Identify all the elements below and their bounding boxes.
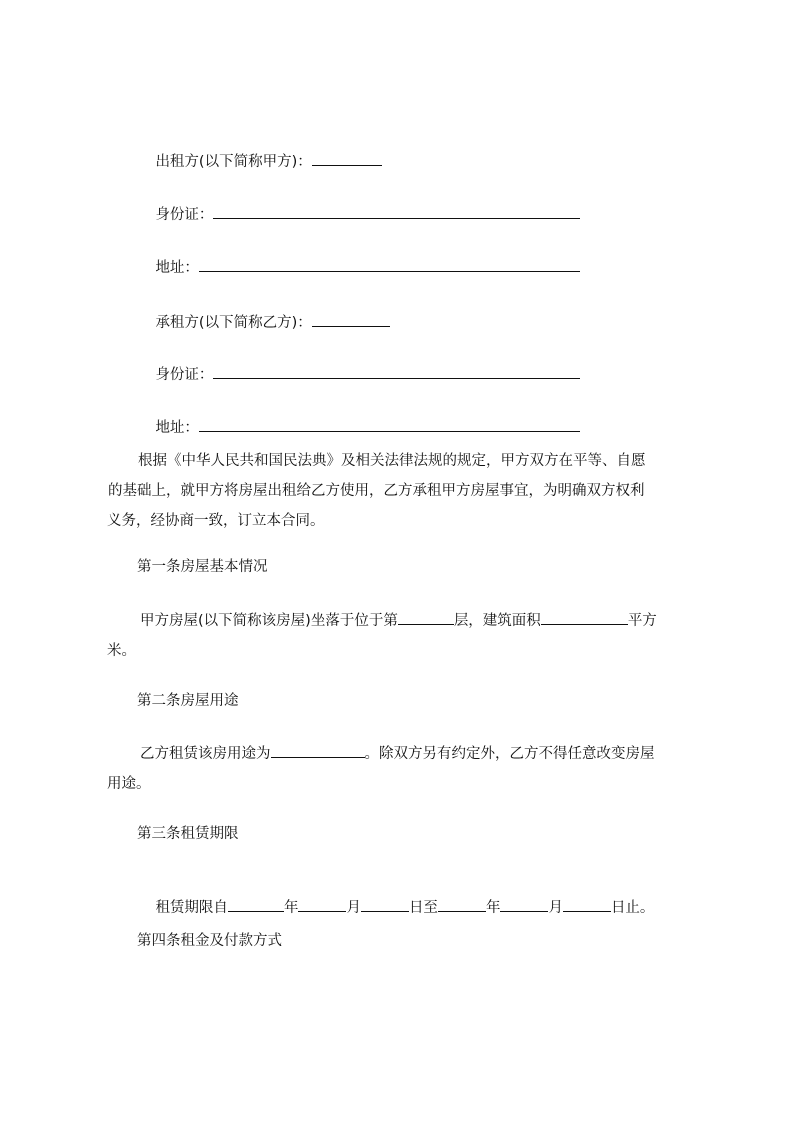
lessor-label: 出租方(以下简称甲方)：	[155, 154, 312, 170]
area-blank[interactable]	[541, 610, 628, 625]
lessor-address-blank[interactable]	[199, 257, 580, 272]
article1-text-d: 米。	[107, 643, 136, 659]
lessor-address-line	[137, 237, 580, 298]
article2-paragraph	[107, 739, 703, 799]
lessee-id-line	[137, 344, 580, 405]
end-month-blank[interactable]	[500, 897, 548, 912]
lessor-id-blank[interactable]	[213, 204, 580, 219]
article3-month-1: 月	[346, 900, 361, 916]
article2-line-1	[107, 739, 703, 769]
preamble-paragraph	[107, 446, 703, 536]
article1-title: 第一条房屋基本情况	[137, 559, 268, 575]
article2-text-b: 。除双方另有约定外，乙方不得任意改变房屋	[364, 746, 655, 762]
lessee-id-blank[interactable]	[213, 364, 580, 379]
article1-text-b: 层，建筑面积	[453, 613, 541, 629]
lessee-id-label: 身份证：	[155, 367, 214, 383]
usage-blank[interactable]	[271, 743, 365, 758]
preamble-line-2: 的基础上，就甲方将房屋出租给乙方使用，乙方承租甲方房屋事宜，为明确双方权利	[108, 483, 645, 499]
end-year-blank[interactable]	[438, 897, 486, 912]
article3-month-2: 月	[548, 900, 563, 916]
lessor-address-label: 地址：	[155, 260, 199, 276]
preamble-line-3: 义务，经协商一致，订立本合同。	[107, 513, 325, 529]
lessor-id-label: 身份证：	[155, 207, 214, 223]
lessor-name-blank[interactable]	[312, 151, 382, 166]
article3-year-1: 年	[283, 900, 299, 916]
start-day-blank[interactable]	[361, 897, 409, 912]
lessee-name-blank[interactable]	[312, 312, 390, 327]
article3-period-line	[137, 877, 654, 938]
lessee-address-label: 地址：	[155, 420, 199, 436]
start-year-blank[interactable]	[228, 897, 284, 912]
end-day-blank[interactable]	[563, 897, 611, 912]
start-month-blank[interactable]	[298, 897, 346, 912]
article3-text-a: 租赁期限自	[155, 900, 228, 916]
article2-text-c: 用途。	[107, 776, 151, 792]
article1-text-a: 甲方房屋(以下简称该房屋)坐落于位于第	[140, 613, 398, 629]
preamble-line-1: 根据《中华人民共和国民法典》及相关法律法规的规定，甲方双方在平等、自愿	[138, 453, 646, 469]
article1-paragraph	[107, 606, 703, 666]
article3-day-2: 日止。	[610, 900, 655, 916]
article2-text-a: 乙方租赁该房用途为	[140, 746, 271, 762]
lessee-label: 承租方(以下简称乙方)：	[155, 315, 312, 331]
lessee-address-blank[interactable]	[199, 417, 580, 432]
article1-text-c: 平方	[627, 613, 657, 629]
article4-title: 第四条租金及付款方式	[137, 933, 282, 949]
floor-blank[interactable]	[398, 610, 454, 625]
article1-line-1	[107, 606, 703, 636]
article3-year-2: 年	[485, 900, 501, 916]
article3-day-1: 日至	[408, 900, 438, 916]
lessor-id-line	[137, 184, 580, 245]
article3-title: 第三条租赁期限	[137, 826, 239, 842]
lessor-line	[137, 131, 382, 192]
article2-title: 第二条房屋用途	[137, 693, 239, 709]
